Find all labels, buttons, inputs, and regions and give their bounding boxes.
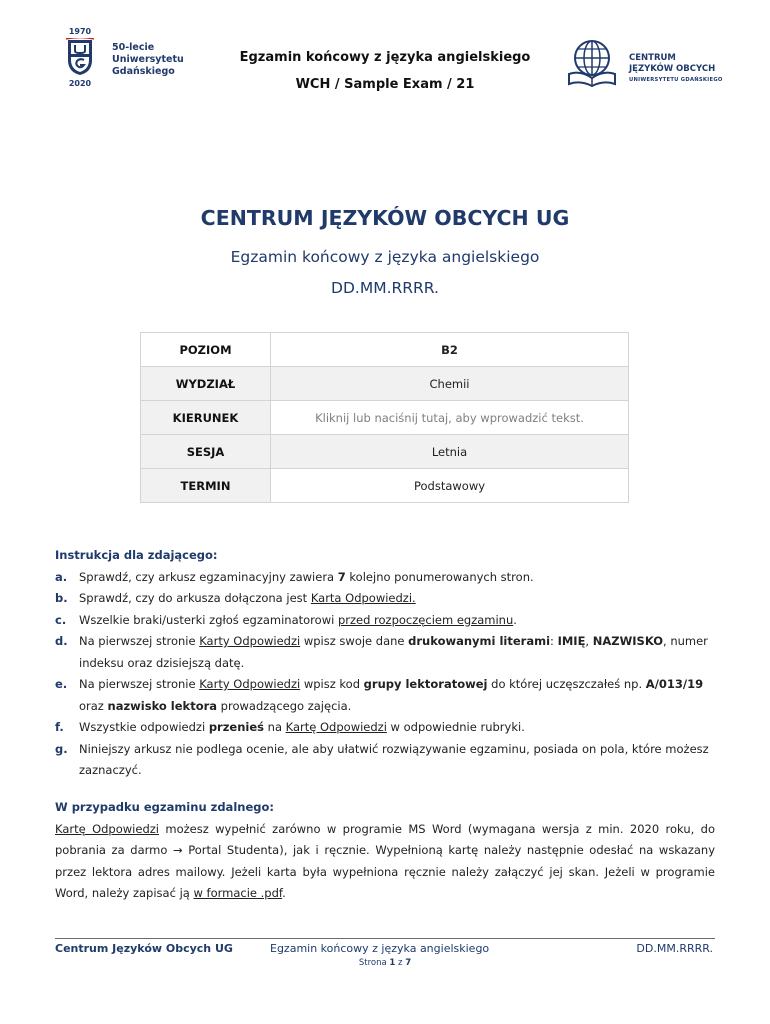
page-total: 7 (405, 958, 412, 968)
item-text: prowadzącego zajęcia. (217, 698, 352, 713)
table-row (141, 435, 629, 469)
faculty-value[interactable]: Chemii (271, 367, 629, 401)
instructions-heading: Instrukcja dla zdającego: (55, 548, 218, 562)
level-value[interactable]: B2 (271, 333, 629, 367)
answer-sheet-link[interactable]: Karty Odpowiedzi (199, 677, 301, 691)
ug-logo-line2: Uniwersytetu (112, 54, 184, 65)
cjo-logo-line3: UNIWERSYTETU GDAŃSKIEGO (629, 77, 723, 83)
cjo-logo (565, 38, 725, 90)
document-subtitle: Egzamin końcowy z języka angielskiego (230, 248, 540, 266)
item-letter: a. (55, 569, 68, 584)
logo-year-end: 2020 (68, 79, 92, 88)
item-bold: grupy lektoratowej (363, 677, 488, 691)
page-prefix: Strona (358, 958, 390, 968)
item-text: do której uczęszczałeś np. (487, 677, 646, 691)
header-title-line1: Egzamin końcowy z języka angielskiego (239, 50, 531, 65)
table-row (141, 469, 629, 503)
remote-text: możesz wypełnić zarówno w programie MS Word (wymagana wersja z min. 2020 roku, do pobrania za darmo → Portal Studenta), jak i ręcznie. Wypełnioną kartę należy następnie odesłać na wskazany przez lektora adres mailowy. Jeżeli karta była wypełniona ręcznie należy załączyć jej skan. Jeżeli w programie Word, należy zapisać ją (55, 821, 716, 900)
item-letter: f. (55, 720, 64, 734)
list-item (55, 588, 715, 610)
item-text: Sprawdź, czy arkusz egzaminacyjny zawiera (79, 569, 338, 584)
answer-sheet-link[interactable]: Karty Odpowiedzi (199, 634, 301, 648)
item-bold: 7 (337, 569, 346, 584)
item-bold: przenieś (208, 720, 264, 734)
item-text: Wszelkie braki/usterki zgłoś egzaminatorowi (79, 612, 338, 627)
level-label: POZIOM (141, 333, 271, 367)
list-item (55, 631, 715, 674)
item-text: Sprawdź, czy do arkusza dołączona jest (79, 591, 311, 605)
item-text: Na pierwszej stronie (79, 634, 200, 648)
item-letter: c. (55, 612, 67, 627)
item-letter: g. (55, 741, 68, 756)
ug-logo-line1: 50-lecie (112, 42, 155, 53)
item-letter: d. (55, 634, 68, 648)
remote-exam-section (55, 797, 715, 905)
cjo-logo-line2: JĘZYKÓW OBCYCH (629, 64, 716, 74)
page-current: 1 (389, 958, 396, 968)
table-row (141, 333, 629, 367)
answer-sheet-link[interactable]: Karta Odpowiedzi. (310, 591, 416, 605)
list-item (55, 610, 715, 632)
answer-sheet-link[interactable]: Kartę Odpowiedzi (285, 720, 387, 734)
table-row (141, 367, 629, 401)
field-label: KIERUNEK (141, 401, 271, 435)
remote-heading: W przypadku egzaminu zdalnego: (55, 800, 274, 814)
footer-exam-title: Egzamin końcowy z języka angielskiego (270, 942, 490, 955)
list-item (55, 674, 715, 717)
item-text: na (264, 720, 286, 734)
pdf-format-link[interactable]: w formacie .pdf (193, 886, 283, 900)
term-value[interactable]: Podstawowy (271, 469, 629, 503)
page-sep: z (395, 958, 406, 968)
item-text: . (513, 612, 517, 627)
logo-year-start: 1970 (68, 27, 92, 36)
ug-logo-line3: Gdańskiego (112, 66, 175, 77)
document-date: DD.MM.RRRR. (331, 279, 439, 297)
term-label: TERMIN (141, 469, 271, 503)
instructions-list (55, 567, 715, 782)
faculty-label: WYDZIAŁ (141, 367, 271, 401)
item-text: , numer indeksu oraz dzisiejszą datę. (79, 634, 708, 670)
footer-org: Centrum Języków Obcych UG (55, 942, 233, 955)
cjo-logo-text (629, 53, 723, 86)
item-bold: drukowanymi literami (408, 634, 551, 648)
field-input[interactable]: Kliknij lub naciśnij tutaj, aby wprowadzić tekst. (271, 401, 629, 435)
remote-text: . (282, 886, 286, 900)
item-text: wpisz kod (300, 677, 364, 691)
item-letter: e. (55, 677, 68, 691)
item-text: : (550, 634, 558, 648)
item-underlined: przed rozpoczęciem egzaminu (337, 612, 514, 627)
globe-book-icon (565, 38, 619, 88)
answer-sheet-link[interactable]: Kartę Odpowiedzi (55, 821, 159, 836)
list-item (55, 717, 715, 739)
document-title: CENTRUM JĘZYKÓW OBCYCH UG (200, 206, 570, 230)
item-text: oraz (79, 698, 108, 713)
item-text: kolejno ponumerowanych stron. (345, 569, 534, 584)
item-bold: nazwisko lektora (107, 698, 218, 713)
page-number (0, 958, 770, 968)
header-title-line2: WCH / Sample Exam / 21 (295, 77, 475, 92)
exam-info-table (140, 332, 629, 503)
footer-date: DD.MM.RRRR. (636, 942, 713, 955)
item-bold: A/013/19 (645, 677, 704, 691)
item-text: , (585, 634, 593, 648)
item-text: wpisz swoje dane (300, 634, 409, 648)
remote-paragraph (55, 819, 715, 905)
item-text: Na pierwszej stronie (79, 677, 200, 691)
item-bold: IMIĘ (557, 634, 586, 648)
item-text: Niniejszy arkusz nie podlega ocenie, ale aby ułatwić rozwiązywanie egzaminu, posiada on pola, które możesz zaznaczyć. (79, 741, 709, 777)
list-item (55, 567, 715, 589)
list-item (55, 739, 715, 782)
session-label: SESJA (141, 435, 271, 469)
item-text: w odpowiednie rubryki. (386, 720, 525, 734)
cjo-logo-line1: CENTRUM (629, 53, 676, 63)
session-value[interactable]: Letnia (271, 435, 629, 469)
instructions-section (55, 545, 715, 782)
footer-divider (55, 938, 715, 939)
table-row (141, 401, 629, 435)
item-text: Wszystkie odpowiedzi (79, 720, 209, 734)
item-bold: NAZWISKO (592, 634, 664, 648)
item-letter: b. (55, 591, 68, 605)
page-header (0, 0, 770, 110)
